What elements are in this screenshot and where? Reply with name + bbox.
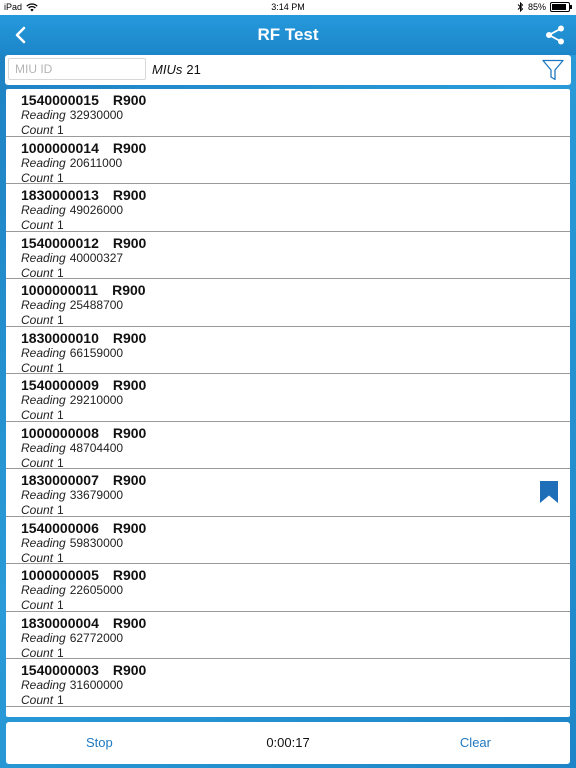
reading-line — [21, 536, 570, 551]
reading-value: 66159000 — [69, 345, 124, 360]
miu-model: R900 — [112, 424, 147, 441]
miu-title — [21, 615, 570, 631]
miu-id: 1830000013 — [21, 187, 99, 203]
miu-count-value: 21 — [186, 62, 201, 77]
count-value: 1 — [57, 123, 64, 137]
miu-id-input[interactable] — [8, 58, 146, 80]
miu-model: R900 — [112, 187, 147, 203]
miu-model: R900 — [112, 519, 147, 536]
list-item[interactable] — [6, 564, 570, 612]
list-item[interactable] — [6, 517, 570, 565]
share-icon[interactable] — [544, 24, 566, 46]
list-item[interactable] — [6, 89, 570, 137]
count-value: 1 — [57, 503, 64, 517]
miu-id: 1000000005 — [21, 567, 99, 583]
count-label: Count — [21, 218, 54, 232]
miu-model: R900 — [112, 377, 147, 393]
reading-label: Reading — [21, 108, 66, 122]
reading-label: Reading — [21, 630, 66, 645]
miu-title — [21, 520, 570, 536]
miu-title — [21, 425, 570, 441]
miu-id: 1540000006 — [21, 519, 99, 536]
stop-button[interactable]: Stop — [86, 735, 113, 750]
reading-label: Reading — [21, 488, 66, 502]
miu-title — [21, 567, 570, 583]
reading-value: 20611000 — [69, 155, 123, 170]
count-label: Count — [21, 693, 54, 707]
count-value: 1 — [57, 408, 64, 422]
list-item[interactable] — [6, 612, 570, 660]
miu-id: 1830000010 — [21, 329, 99, 346]
count-label: Count — [21, 550, 54, 565]
list-item[interactable] — [6, 137, 570, 185]
reading-line — [21, 583, 570, 598]
reading-line — [21, 488, 570, 503]
reading-label: Reading — [21, 298, 66, 312]
miu-id: 1540000003 — [21, 662, 99, 678]
count-label: Count — [21, 455, 54, 470]
count-value: 1 — [57, 550, 64, 565]
miu-title — [21, 187, 570, 203]
miu-title — [21, 472, 570, 488]
miu-model: R900 — [112, 282, 146, 298]
reading-label: Reading — [21, 583, 66, 597]
reading-value: 48704400 — [69, 440, 124, 455]
reading-label: Reading — [21, 393, 66, 407]
reading-value: 22605000 — [69, 583, 124, 597]
reading-line — [21, 393, 570, 408]
reading-label: Reading — [21, 250, 66, 265]
list-item[interactable] — [6, 374, 570, 422]
reading-line — [21, 631, 570, 646]
reading-label: Reading — [21, 345, 66, 360]
miu-model: R900 — [112, 329, 147, 346]
reading-label: Reading — [21, 535, 66, 550]
count-label: Count — [21, 123, 54, 137]
miu-title — [21, 662, 570, 678]
count-label: Count — [21, 598, 54, 612]
navigation-bar — [0, 15, 576, 55]
miu-title — [21, 282, 570, 298]
reading-label: Reading — [21, 440, 66, 455]
count-value: 1 — [57, 265, 64, 280]
reading-line — [21, 441, 570, 456]
miu-model: R900 — [112, 472, 147, 488]
count-label: Count — [21, 645, 54, 660]
list-item[interactable] — [6, 184, 570, 232]
battery-percent: 85% — [527, 2, 546, 12]
battery-icon — [550, 2, 570, 12]
miu-id: 1000000014 — [21, 139, 99, 156]
miu-count-label: MIUs — [152, 62, 183, 77]
count-label: Count — [21, 360, 54, 375]
count-value: 1 — [57, 455, 64, 470]
bluetooth-icon — [517, 2, 524, 12]
count-label: Count — [21, 408, 54, 422]
miu-id: 1540000009 — [21, 377, 99, 393]
status-bar — [0, 0, 576, 15]
count-label: Count — [21, 170, 54, 185]
count-value: 1 — [57, 598, 64, 612]
miu-title — [21, 92, 570, 108]
reading-value: 40000327 — [69, 250, 124, 265]
miu-model: R900 — [112, 567, 147, 583]
reading-label: Reading — [21, 678, 66, 692]
miu-title — [21, 235, 570, 251]
reading-value: 49026000 — [69, 203, 124, 217]
count-value: 1 — [57, 170, 64, 185]
funnel-icon[interactable] — [541, 58, 565, 82]
reading-line — [21, 346, 570, 361]
list-item[interactable] — [6, 659, 570, 707]
miu-id: 1540000015 — [21, 92, 99, 108]
clear-button[interactable]: Clear — [459, 735, 491, 750]
elapsed-timer: 0:00:17 — [266, 735, 310, 750]
count-label: Count — [21, 313, 54, 327]
reading-value: 29210000 — [69, 393, 124, 407]
bottom-bar — [6, 722, 570, 764]
bookmark-icon[interactable] — [540, 481, 558, 503]
reading-line — [21, 251, 570, 266]
reading-line — [21, 156, 570, 171]
status-time: 3:14 PM — [271, 2, 305, 12]
list-item[interactable] — [6, 422, 570, 470]
miu-id: 1000000008 — [21, 424, 99, 441]
list-item[interactable] — [6, 469, 570, 517]
count-line — [21, 693, 570, 708]
reading-value: 25488700 — [69, 298, 124, 312]
miu-model: R900 — [112, 662, 147, 678]
count-value: 1 — [57, 360, 64, 375]
miu-model: R900 — [112, 234, 147, 251]
miu-id: 1830000007 — [21, 472, 99, 488]
reading-line — [21, 203, 570, 218]
miu-count — [152, 62, 201, 77]
miu-title — [21, 377, 570, 393]
list-item[interactable] — [6, 279, 570, 327]
reading-label: Reading — [21, 155, 66, 170]
miu-id: 1000000011 — [21, 282, 99, 298]
battery-fill — [552, 4, 566, 10]
reading-value: 33679000 — [69, 488, 124, 502]
count-value: 1 — [57, 645, 64, 660]
reading-line — [21, 678, 570, 693]
reading-value: 32930000 — [69, 108, 124, 122]
miu-title — [21, 140, 570, 156]
miu-title — [21, 330, 570, 346]
miu-model: R900 — [112, 614, 147, 631]
list-item[interactable] — [6, 327, 570, 375]
count-label: Count — [21, 265, 54, 280]
count-value: 1 — [57, 218, 64, 232]
page-title: RF Test — [257, 25, 319, 44]
count-value: 1 — [57, 693, 64, 707]
miu-id: 1540000012 — [21, 234, 99, 251]
reading-value: 31600000 — [69, 678, 124, 692]
count-value: 1 — [57, 313, 64, 327]
miu-model: R900 — [112, 139, 147, 156]
miu-id: 1830000004 — [21, 614, 99, 631]
reading-value: 59830000 — [69, 535, 124, 550]
miu-model: R900 — [112, 92, 147, 108]
miu-list[interactable] — [6, 89, 570, 717]
filter-bar — [5, 55, 571, 85]
reading-line — [21, 108, 570, 123]
list-item[interactable] — [6, 232, 570, 280]
status-right — [517, 2, 570, 12]
reading-value: 62772000 — [69, 630, 124, 645]
count-label: Count — [21, 503, 54, 517]
reading-label: Reading — [21, 203, 66, 217]
device-name: iPad — [4, 2, 23, 12]
reading-line — [21, 298, 570, 313]
